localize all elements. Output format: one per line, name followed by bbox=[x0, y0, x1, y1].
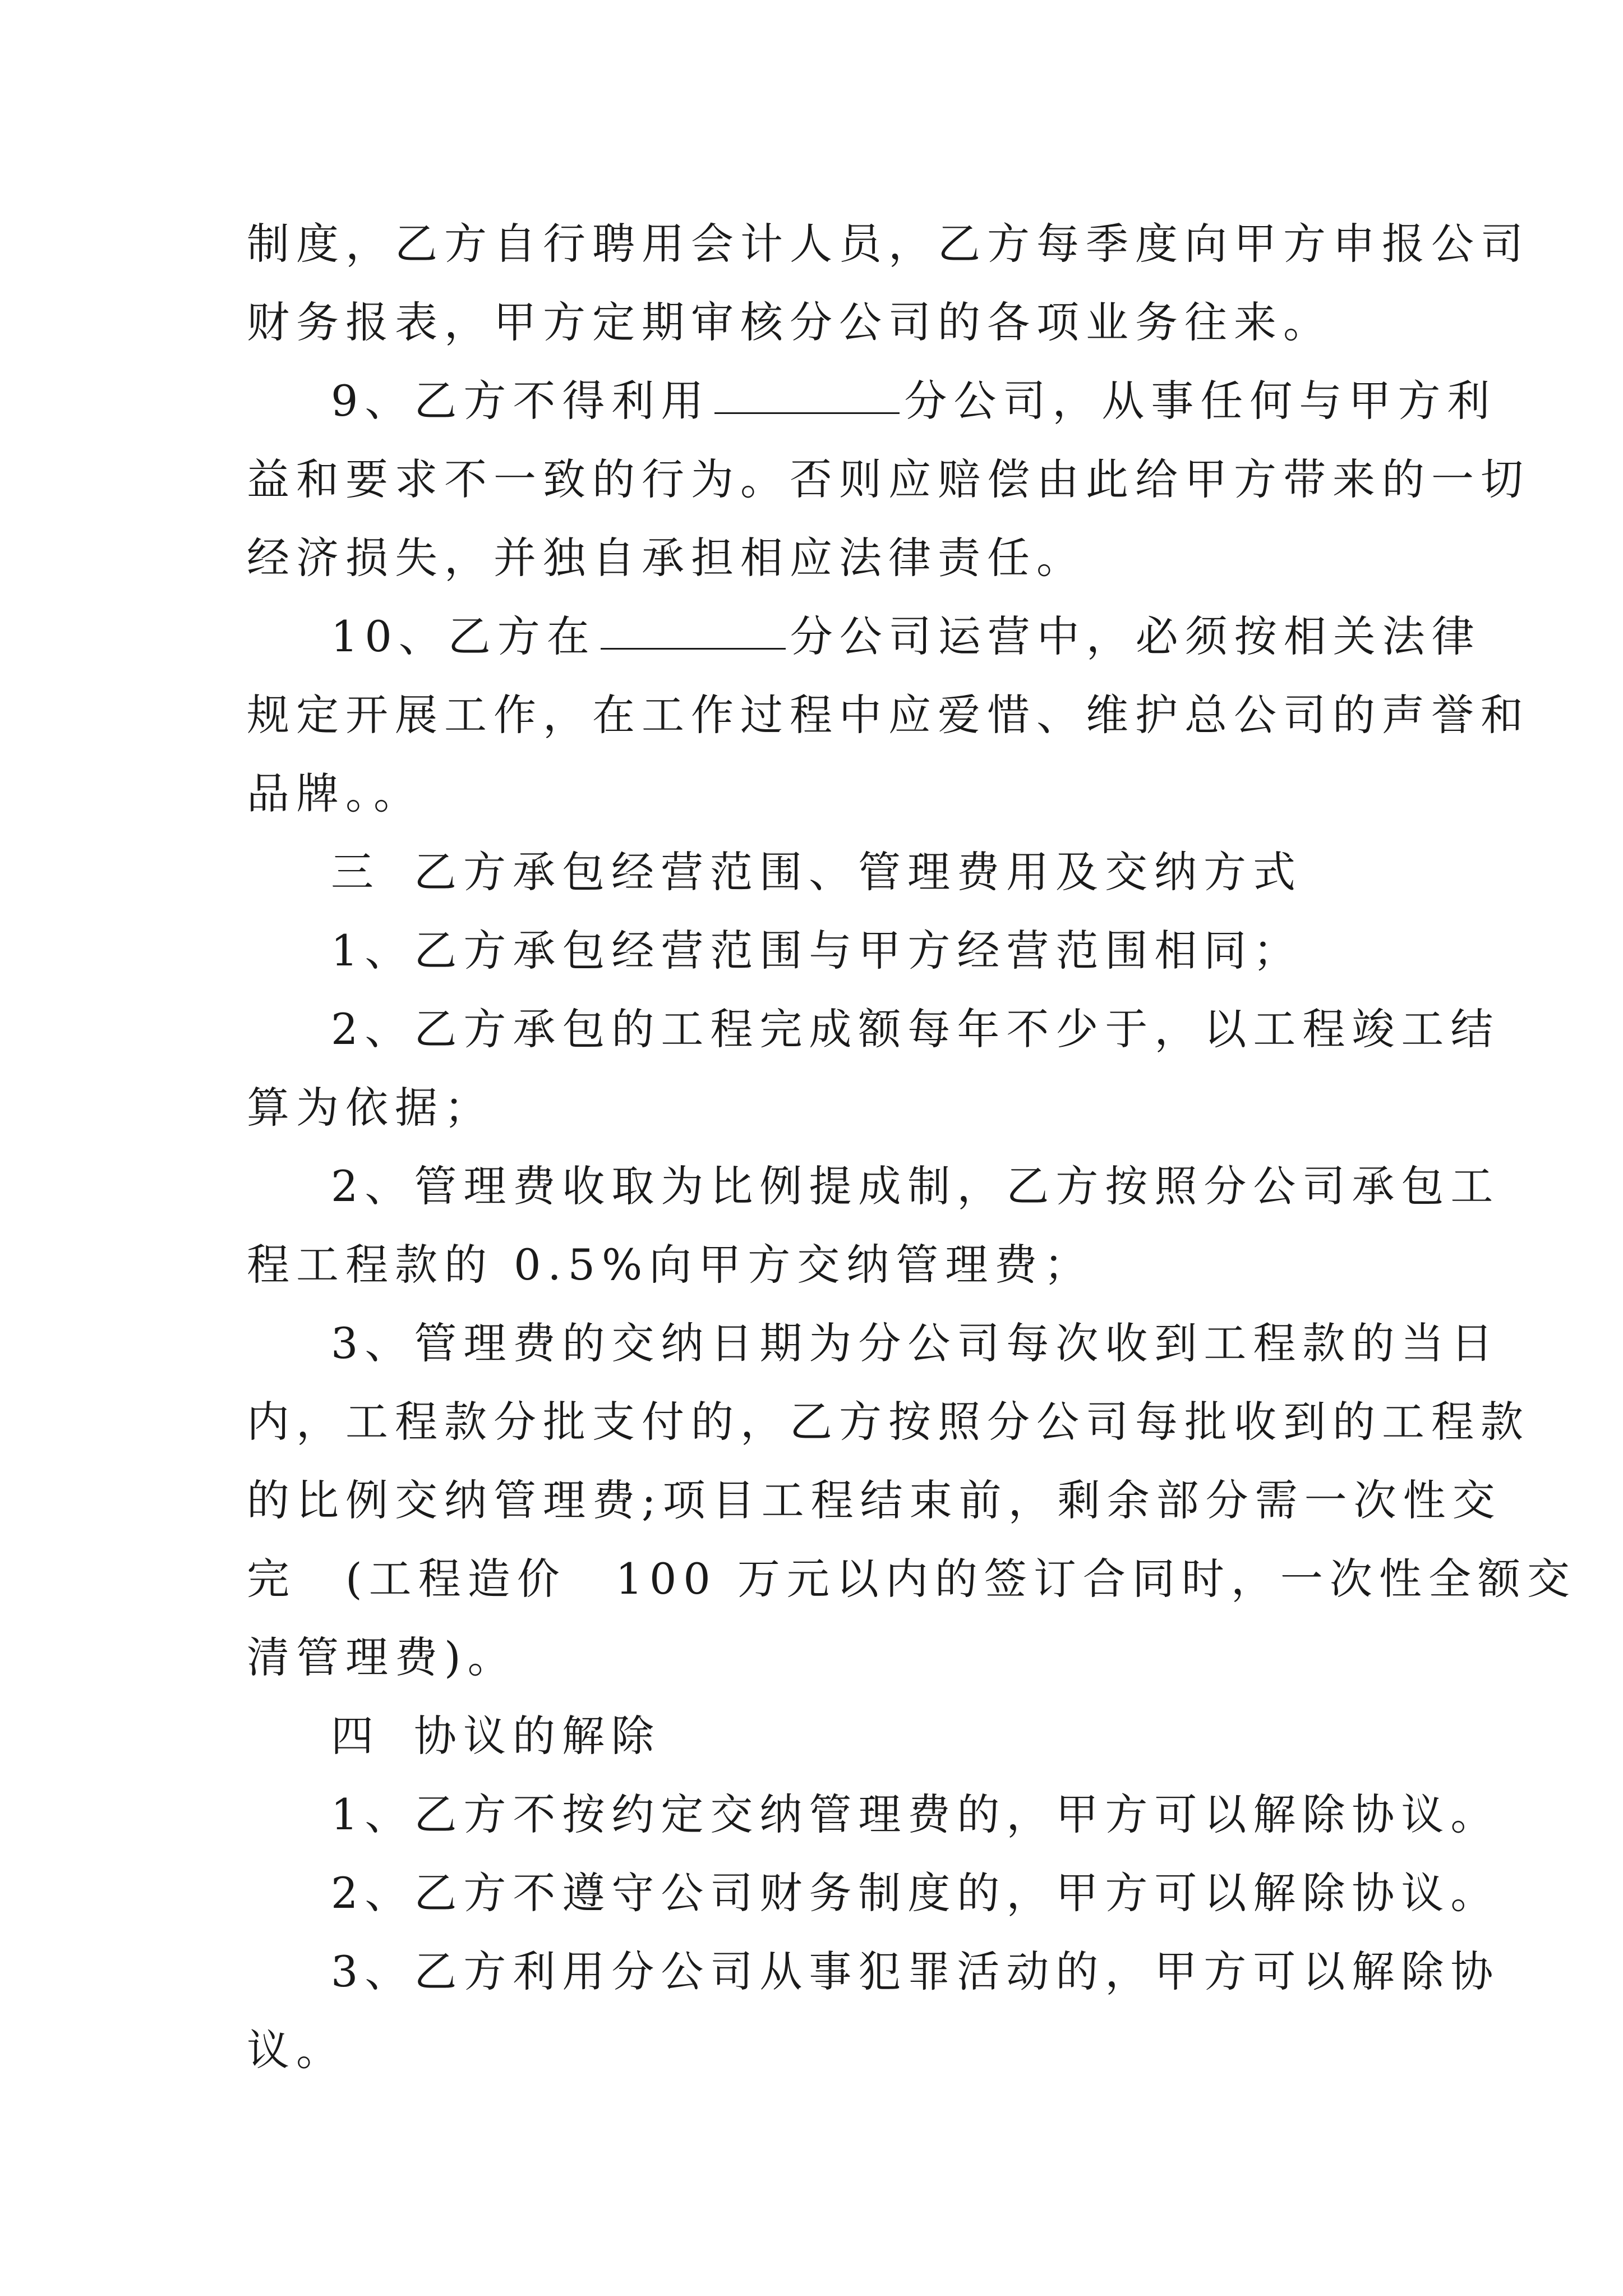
text-line: 3、管理费的交纳日期为分公司每次收到工程款的当日 bbox=[331, 1318, 1500, 1368]
text-line: 1、乙方不按约定交纳管理费的，甲方可以解除协议。 bbox=[331, 1789, 1500, 1839]
text-line: 2、管理费收取为比例提成制，乙方按照分公司承包工 bbox=[331, 1161, 1500, 1211]
section-title: 乙方承包经营范围、管理费用及交纳方式 bbox=[414, 847, 1302, 897]
text-line: 议。 bbox=[247, 2025, 345, 2075]
text-line: 经济损失，并独自承担相应法律责任。 bbox=[247, 533, 1086, 583]
section-heading-3 bbox=[331, 844, 1385, 900]
text-line: 益和要求不一致的行为。否则应赔偿由此给甲方带来的一切 bbox=[247, 454, 1530, 504]
text-line: 1、乙方承包经营范围与甲方经营范围相同； bbox=[331, 926, 1303, 976]
text-line: 品牌。。 bbox=[247, 769, 423, 818]
clause-10 bbox=[331, 609, 1481, 665]
text-line: 制度，乙方自行聘用会计人员，乙方每季度向甲方申报公司 bbox=[247, 219, 1530, 269]
fill-in-blank bbox=[601, 609, 786, 650]
text-line: 2、乙方不遵守公司财务制度的，甲方可以解除协议。 bbox=[331, 1868, 1500, 1918]
text-segment: 9、乙方不得利用 bbox=[331, 376, 711, 426]
section-number: 三 bbox=[331, 847, 380, 897]
text-line: 3、乙方利用分公司从事犯罪活动的，甲方可以解除协 bbox=[331, 1947, 1500, 1996]
section-heading-4 bbox=[331, 1708, 1385, 1764]
fill-in-blank bbox=[714, 373, 900, 414]
text-line: 规定开展工作，在工作过程中应爱惜、维护总公司的声誉和 bbox=[247, 690, 1530, 740]
text-segment: 分公司运营中，必须按相关法律 bbox=[790, 611, 1481, 661]
text-line: 程工程款的 0.5%向甲方交纳管理费； bbox=[247, 1240, 1094, 1290]
text-segment: 分公司，从事任何与甲方利 bbox=[904, 376, 1497, 426]
clause-9 bbox=[331, 373, 1497, 429]
text-line: 清管理费)。 bbox=[247, 1632, 517, 1682]
section-title: 协议的解除 bbox=[414, 1711, 661, 1761]
text-line: 的比例交纳管理费;项目工程结束前，剩余部分需一次性交 bbox=[247, 1475, 1502, 1525]
text-line: 算为依据； bbox=[247, 1083, 494, 1133]
text-line: 完 (工程造价 100 万元以内的签订合同时，一次性全额交 bbox=[247, 1554, 1576, 1604]
text-line: 内，工程款分批支付的，乙方按照分公司每批收到的工程款 bbox=[247, 1397, 1530, 1447]
text-segment: 10、乙方在 bbox=[331, 611, 596, 661]
section-number: 四 bbox=[331, 1711, 380, 1761]
text-line: 2、乙方承包的工程完成额每年不少于，以工程竣工结 bbox=[331, 1004, 1500, 1054]
text-line: 财务报表，甲方定期审核分公司的各项业务往来。 bbox=[247, 297, 1332, 347]
